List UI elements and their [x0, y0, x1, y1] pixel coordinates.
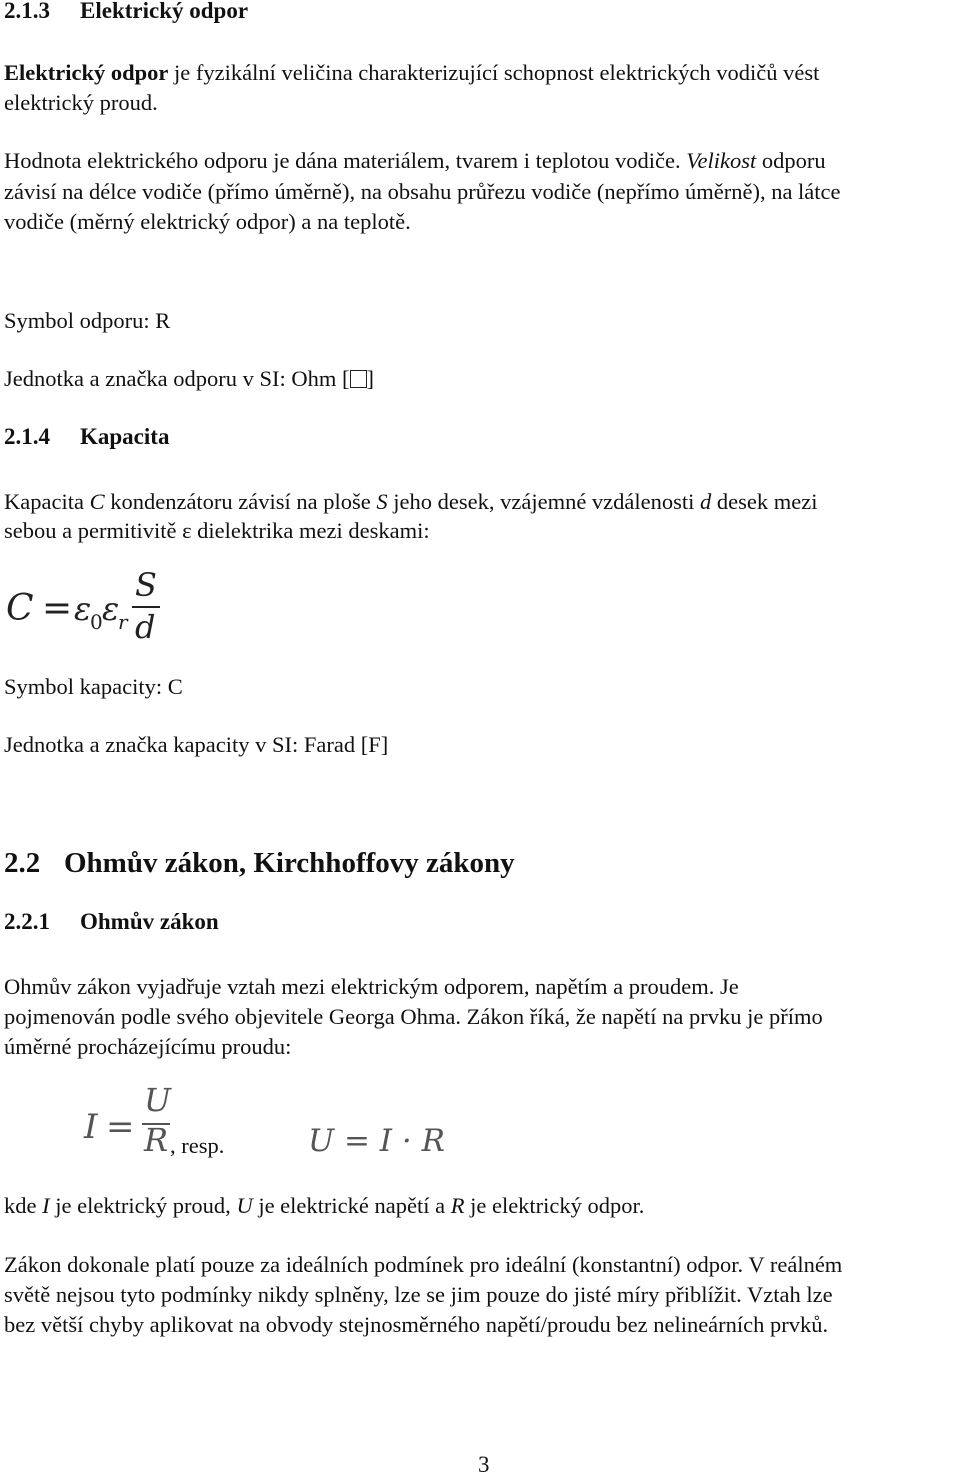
text: odporu: [756, 148, 826, 173]
formula-equals: =: [106, 1107, 135, 1147]
ohm-formula: [80, 1081, 480, 1165]
formula-subscript: r: [118, 610, 128, 634]
section-title: Ohmův zákon: [80, 909, 219, 934]
section-heading-2-2: [4, 847, 515, 880]
formula-denominator: R: [144, 1121, 169, 1159]
text: je fyzikální veličina charakterizující schopnost elektrických vodičů vést: [168, 60, 820, 85]
paragraph-line: elektrický proud.: [4, 90, 158, 115]
paragraph-line: světě nejsou tyto podmínky nikdy splněny, lze se jim pouze do jisté míry přiblížit. Vztah lze: [4, 1282, 833, 1307]
paragraph-line: sebou a permitivitě ε dielektrika mezi deskami:: [4, 518, 430, 543]
text: ]: [366, 366, 375, 391]
text: je elektrický proud,: [49, 1193, 237, 1218]
term-bold: Elektrický odpor: [4, 60, 169, 85]
italic-term: Velikost: [686, 148, 757, 173]
section-title: Kapacita: [80, 424, 170, 449]
var: I: [42, 1193, 50, 1218]
text: je elektrický odpor.: [464, 1193, 645, 1218]
section-number: 2.1.3: [4, 0, 50, 23]
page-number: 3: [478, 1452, 490, 1477]
unit-line: Jednotka a značka kapacity v SI: Farad [F]: [4, 732, 389, 757]
var: d: [700, 489, 712, 514]
formula-subscript: 0: [90, 610, 103, 634]
text: jeho desek, vzájemné vzdálenosti: [387, 489, 701, 514]
paragraph-line: [4, 146, 826, 176]
section-heading-2-2-1: [4, 909, 219, 935]
formula-epsilon: ε: [102, 590, 120, 628]
var: R: [450, 1193, 465, 1218]
text: desek mezi: [711, 489, 818, 514]
paragraph-line: úměrné procházejícímu proudu:: [4, 1034, 292, 1059]
paragraph-line: Zákon dokonale platí pouze za ideálních podmínek pro ideální (konstantní) odpor. V reálném: [4, 1252, 843, 1277]
formula-numerator: S: [135, 566, 157, 604]
formula-lhs: C: [6, 588, 34, 629]
symbol-line: Symbol odporu: R: [4, 308, 171, 333]
paragraph-line: závisí na délce vodiče (přímo úměrně), na obsahu průřezu vodiče (nepřímo úměrně), na látce: [4, 179, 841, 204]
unit-line: [4, 364, 374, 394]
var: C: [89, 489, 105, 514]
paragraph-line: Ohmův zákon vyjadřuje vztah mezi elektrickým odporem, napětím a proudem. Je: [4, 974, 739, 999]
section-heading-2-1-3: [4, 0, 248, 24]
paragraph-line: bez větší chyby aplikovat na obvody stejnosměrného napětí/proudu bez nelineárních prvků.: [4, 1312, 829, 1337]
var: U: [236, 1193, 253, 1218]
section-number: 2.2: [4, 847, 41, 879]
formula-equals: =: [42, 588, 73, 629]
text: kde: [4, 1193, 43, 1218]
var: S: [376, 489, 388, 514]
formula-alt: U = I · R: [308, 1123, 445, 1159]
section-heading-2-1-4: [4, 424, 169, 450]
formula-numerator: U: [144, 1081, 171, 1119]
section-title: Elektrický odpor: [80, 0, 249, 23]
resp-text: , resp.: [170, 1133, 225, 1158]
text: je elektrické napětí a: [252, 1193, 451, 1218]
paragraph-line: vodiče (měrný elektrický odpor) a na teplotě.: [4, 209, 411, 234]
section-number: 2.1.4: [4, 424, 50, 449]
text: Kapacita: [4, 489, 90, 514]
paragraph-line: pojmenován podle svého objevitele Georga Ohma. Zákon říká, že napětí na prvku je přímo: [4, 1004, 823, 1029]
section-title: Ohmův zákon, Kirchhoffovy zákony: [64, 847, 515, 879]
paragraph-line: [4, 487, 818, 517]
paragraph-line: [4, 58, 819, 88]
formula-epsilon: ε: [74, 590, 92, 628]
paragraph-line: [4, 1191, 644, 1221]
text: Hodnota elektrického odporu je dána materiálem, tvarem i teplotou vodiče.: [4, 148, 687, 173]
capacitance-formula: [4, 566, 174, 650]
text: Jednotka a značka odporu v SI: Ohm [: [4, 366, 350, 391]
text: kondenzátoru závisí na ploše: [104, 489, 377, 514]
formula-lhs: I: [84, 1107, 98, 1147]
formula-denominator: d: [135, 608, 156, 646]
section-number: 2.2.1: [4, 909, 50, 934]
symbol-line: Symbol kapacity: C: [4, 674, 183, 699]
missing-glyph-box: [350, 370, 367, 388]
